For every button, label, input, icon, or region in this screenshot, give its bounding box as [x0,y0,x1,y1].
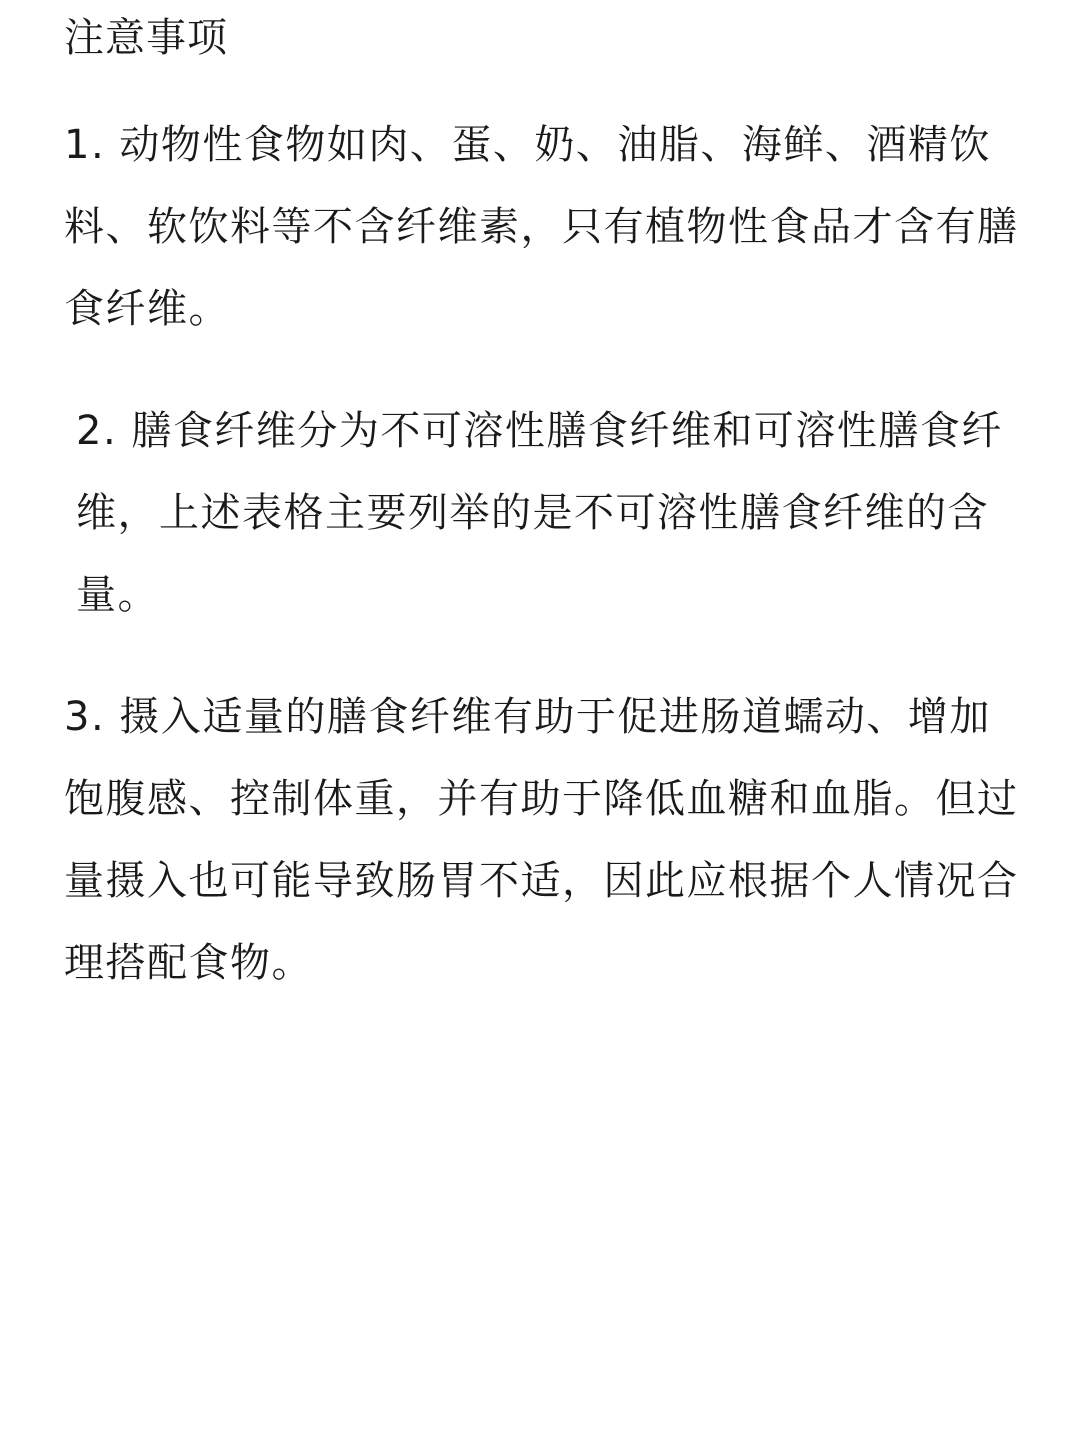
note-paragraph-2: 2. 膳食纤维分为不可溶性膳食纤维和可溶性膳食纤维，上述表格主要列举的是不可溶性膳食纤维的含量。 [76,408,1003,618]
document-body [64,8,1024,1044]
note-paragraph-1: 1. 动物性食物如肉、蛋、奶、油脂、海鲜、酒精饮料、软饮料等不含纤维素，只有植物性食品才含有膳食纤维。 [64,122,1019,332]
note-paragraph-3: 3. 摄入适量的膳食纤维有助于促进肠道蠕动、增加饱腹感、控制体重，并有助于降低血糖和血脂。但过量摄入也可能导致肠胃不适，因此应根据个人情况合理搭配食物。 [64,694,1019,986]
page-title: 注意事项 [64,15,228,61]
